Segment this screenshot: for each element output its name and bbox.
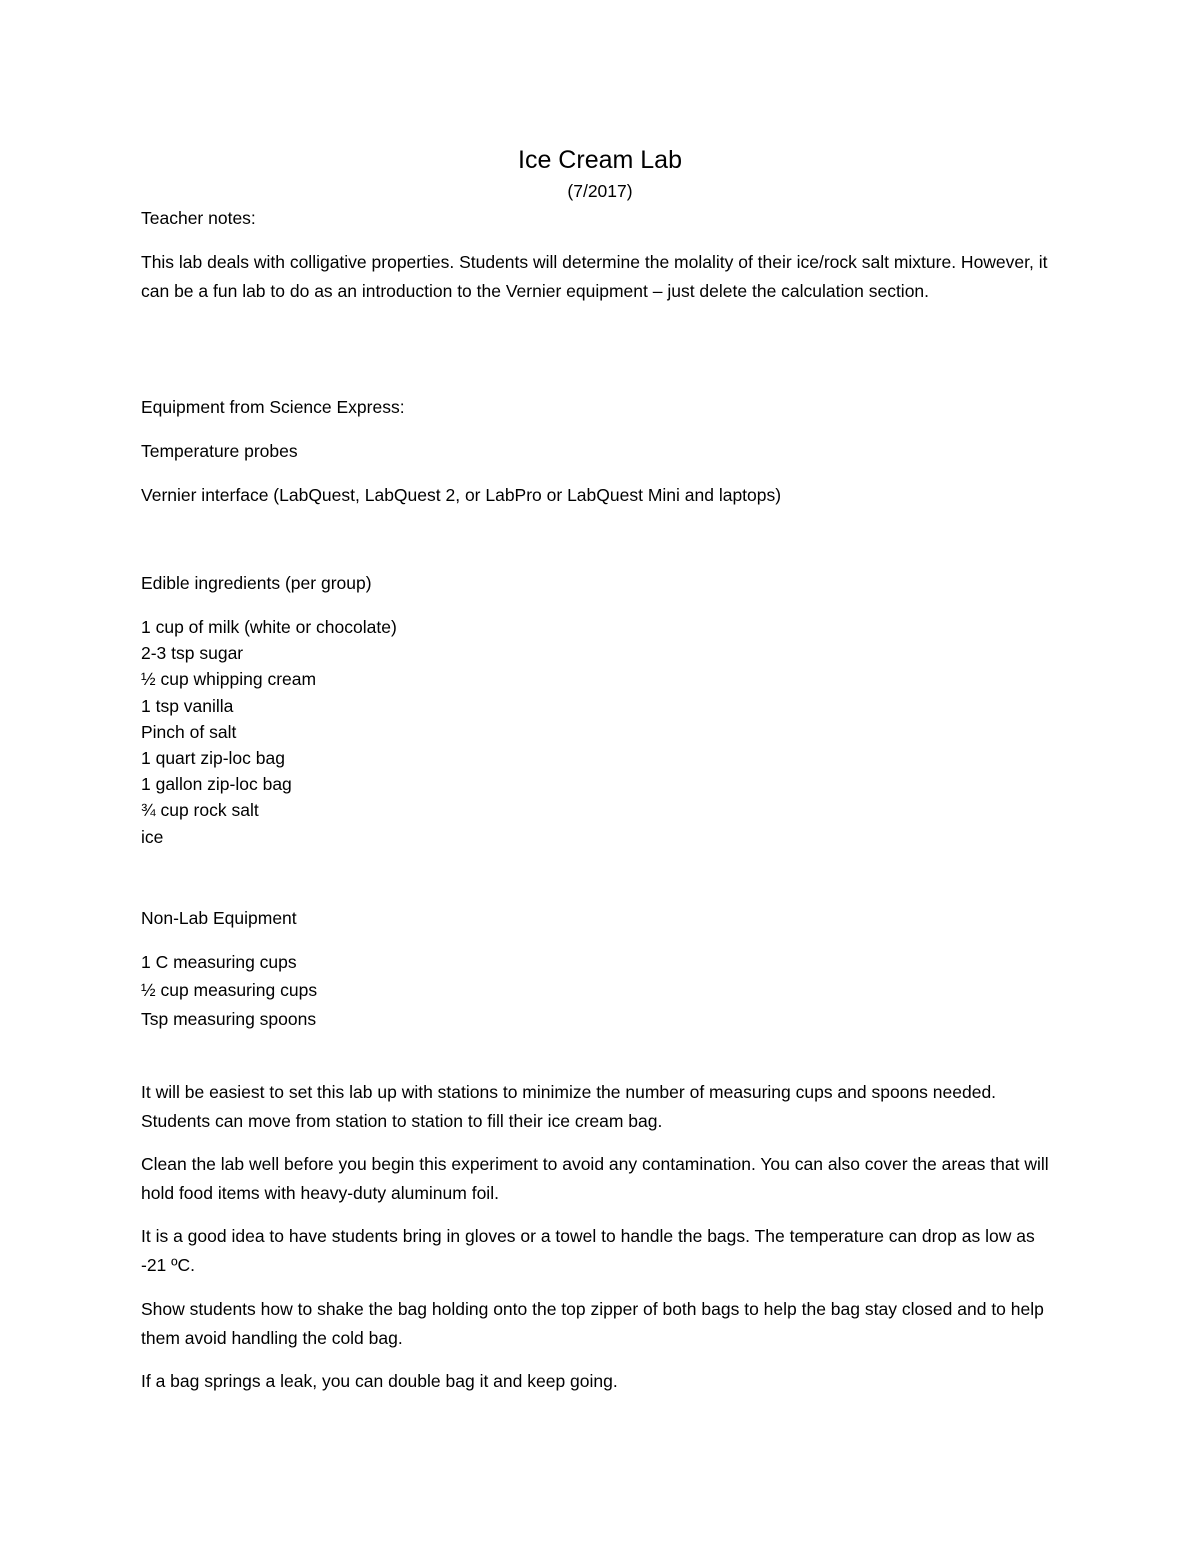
tip-clean-lab-paragraph: Clean the lab well before you begin this experiment to avoid any contamination. You can also cover the areas that will hold food items with heavy-duty aluminum foil.	[141, 1154, 1049, 1203]
tip-leak-paragraph: If a bag springs a leak, you can double bag it and keep going.	[141, 1371, 618, 1391]
list-item: 2-3 tsp sugar	[141, 643, 244, 664]
list-item: ½ cup whipping cream	[141, 669, 317, 690]
list-item: ½ cup measuring cups	[141, 980, 318, 1001]
equipment-item-temperature-probes: Temperature probes	[141, 441, 298, 461]
document-date: (7/2017)	[567, 181, 633, 201]
list-item: 1 cup of milk (white or chocolate)	[141, 617, 397, 637]
list-item: ¾ cup rock salt	[141, 800, 259, 821]
equipment-item-vernier-interface: Vernier interface (LabQuest, LabQuest 2, or LabPro or LabQuest Mini and laptops)	[141, 485, 782, 505]
intro-paragraph: This lab deals with colligative properties. Students will determine the molality of their ice/rock salt mixture. However, it can be a fun lab to do as an introduction to the Vernier equipment – just delete the calculation section.	[141, 252, 1048, 301]
list-item: Tsp measuring spoons	[141, 1008, 317, 1029]
equipment-heading: Equipment from Science Express:	[141, 397, 405, 417]
edible-ingredients-list	[141, 614, 1061, 850]
list-item: 1 tsp vanilla	[141, 695, 234, 716]
list-item: Pinch of salt	[141, 721, 237, 742]
list-item: 1 C measuring cups	[141, 952, 297, 972]
document-title: Ice Cream Lab	[518, 146, 682, 174]
list-item: 1 gallon zip-loc bag	[141, 774, 292, 795]
non-lab-equipment-heading: Non-Lab Equipment	[141, 908, 297, 928]
tip-gloves-paragraph: It is a good idea to have students bring in gloves or a towel to handle the bags. The temperature can drop as low as -21 ºC.	[141, 1226, 1035, 1275]
teacher-notes-heading: Teacher notes:	[141, 208, 256, 228]
list-item: 1 quart zip-loc bag	[141, 747, 285, 768]
edible-ingredients-heading: Edible ingredients (per group)	[141, 573, 372, 593]
tip-stations-paragraph: It will be easiest to set this lab up with stations to minimize the number of measuring cups and spoons needed. Students can move from station to station to fill their ice cream bag.	[141, 1082, 997, 1131]
tip-shake-bag-paragraph: Show students how to shake the bag holding onto the top zipper of both bags to help the bag stay closed and to help them avoid handling the cold bag.	[141, 1299, 1044, 1348]
list-item: ice	[141, 826, 164, 847]
non-lab-equipment-list	[141, 948, 1061, 1033]
